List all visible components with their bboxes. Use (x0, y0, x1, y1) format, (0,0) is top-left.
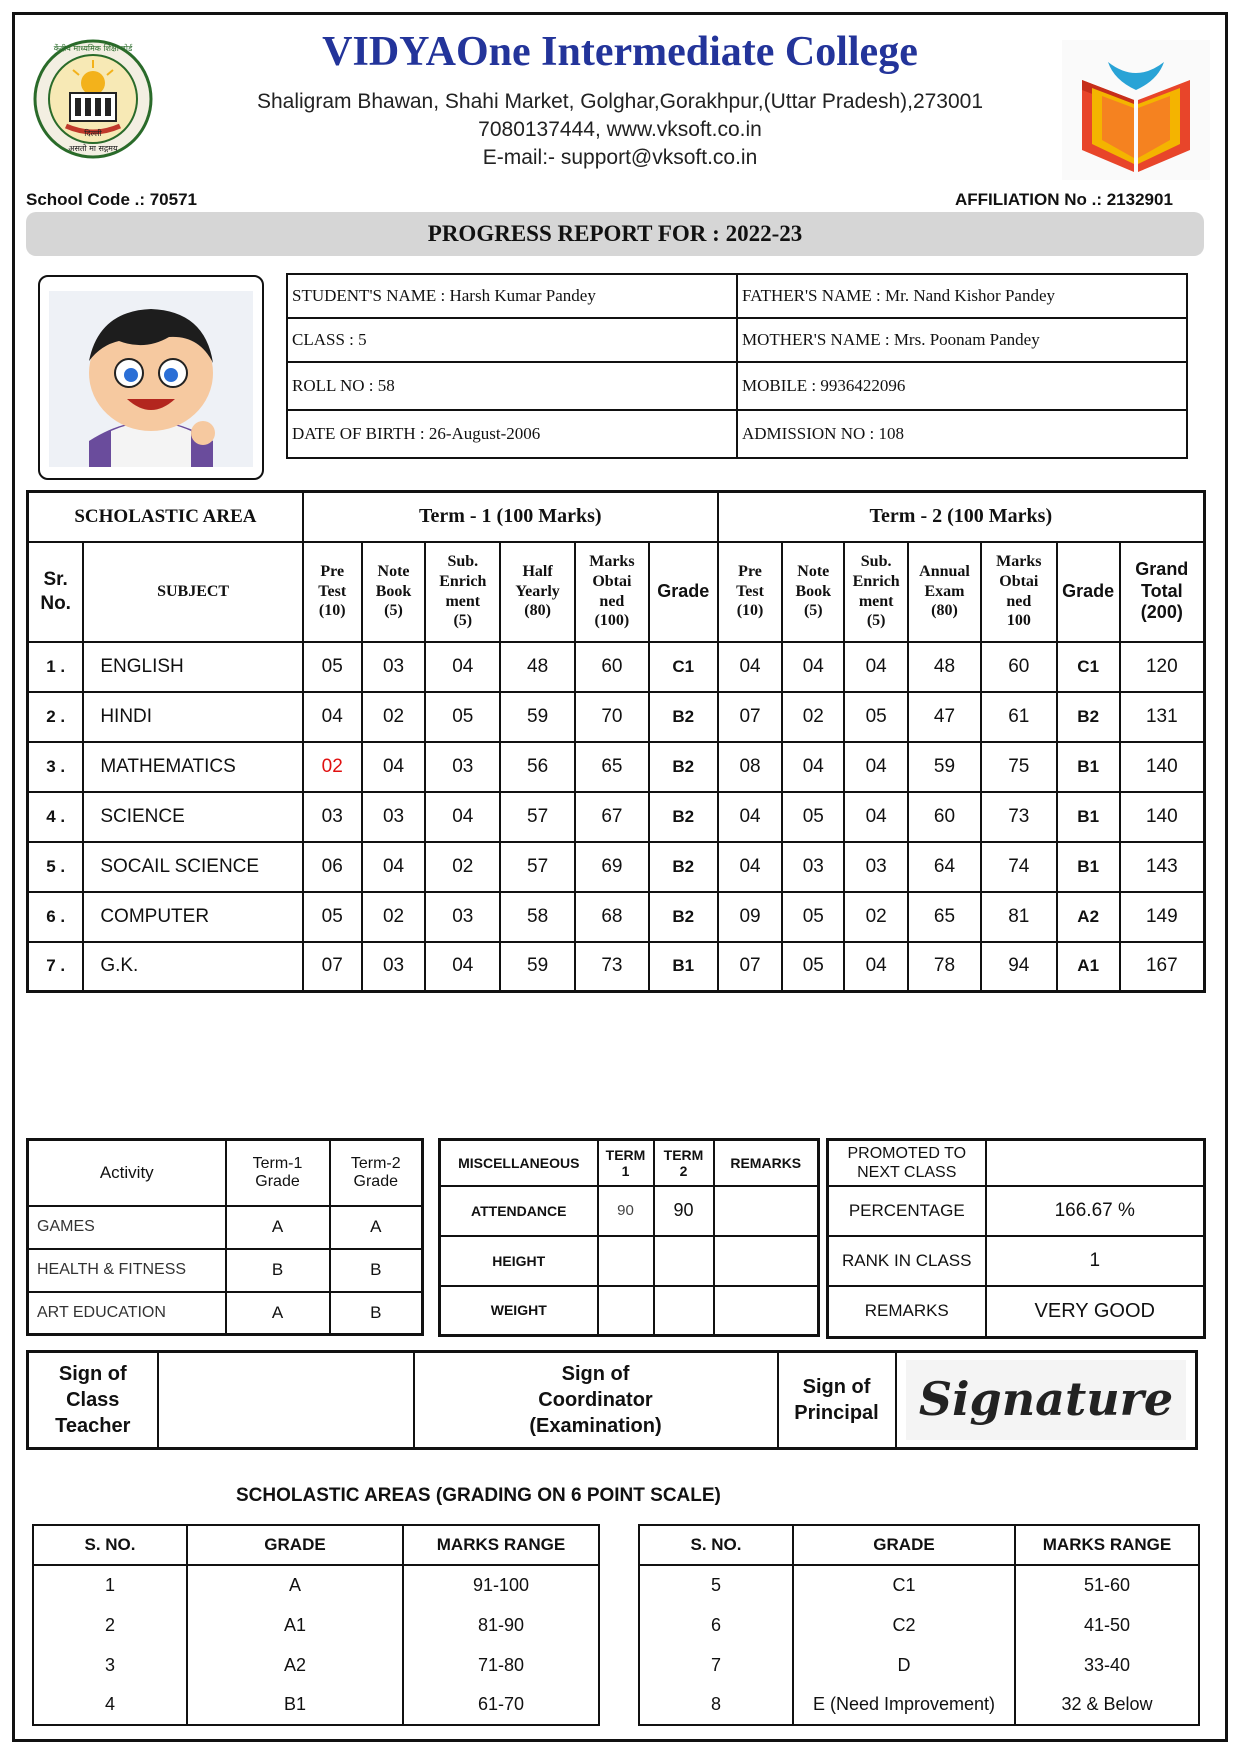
misc-header: MISCELLANEOUS (440, 1140, 598, 1186)
term2-mark: 07 (718, 942, 783, 992)
term1-mark: 05 (303, 892, 362, 942)
rank-value: 1 (986, 1236, 1205, 1286)
grade-letter: B1 (187, 1685, 403, 1725)
subject-sr-no: 5 . (28, 842, 84, 892)
term2-mark: 04 (782, 642, 844, 692)
term1-mark: 05 (425, 692, 500, 742)
term1-mark: 04 (425, 942, 500, 992)
grade-sno: 8 (710, 1694, 721, 1714)
school-contact: 7080137444, www.vksoft.co.in (478, 118, 762, 141)
term2-mark: 05 (782, 942, 844, 992)
term1-mark: 67 (575, 792, 649, 842)
student-photo-frame (38, 275, 264, 480)
subject-row (28, 692, 1205, 742)
term1-mark: 04 (362, 842, 426, 892)
grade-letter: D (793, 1645, 1015, 1685)
principal-signature-box (896, 1352, 1197, 1449)
activity-term2-grade: B (330, 1249, 423, 1292)
grade-row (639, 1565, 1199, 1605)
school-code: School Code .: 70571 (26, 190, 197, 209)
seal-text-city: दिल्ली (84, 129, 102, 138)
term1-mark: 05 (303, 642, 362, 692)
activity-term2-grade: A (330, 1206, 423, 1249)
subject-sr-no: 1 . (28, 642, 84, 692)
misc-term1-value (598, 1236, 654, 1286)
grand-total: 149 (1120, 892, 1205, 942)
subject-name: COMPUTER (83, 892, 303, 942)
signature-table (26, 1350, 1198, 1450)
term1-grade: B2 (649, 692, 718, 742)
school-address: Shaligram Bhawan, Shahi Market, Golghar,Gorakhpur,(Uttar Pradesh),273001 (256, 90, 984, 113)
percentage-value: 166.67 % (986, 1186, 1205, 1236)
misc-remarks-header: REMARKS (714, 1140, 819, 1186)
grade-range-header: MARKS RANGE (403, 1525, 599, 1565)
grade-range: 51-60 (1015, 1565, 1199, 1605)
term2-mark: 65 (908, 892, 981, 942)
grade-range: 81-90 (403, 1605, 599, 1645)
promoted-value (986, 1140, 1205, 1186)
grade-range: 61-70 (403, 1685, 599, 1725)
term2-mark: 64 (908, 842, 981, 892)
term1-col-header: Sub. Enrich ment (5) (425, 542, 500, 642)
grand-total-header: Grand Total (200) (1120, 542, 1205, 642)
mother-name: MOTHER'S NAME : Mrs. Poonam Pandey (737, 318, 1187, 362)
term2-grade: B1 (1057, 742, 1120, 792)
term1-mark: 04 (425, 642, 500, 692)
grade-sno: 1 (104, 1575, 115, 1595)
misc-term2-value: 90 (654, 1186, 714, 1236)
term2-mark: 02 (844, 892, 908, 942)
grade-range: 41-50 (1015, 1605, 1199, 1645)
grade-range: 91-100 (403, 1565, 599, 1605)
term1-mark: 04 (303, 692, 362, 742)
scholastic-area-header: SCHOLASTIC AREA (28, 492, 303, 542)
term2-col-header: Pre Test (10) (718, 542, 783, 642)
grade-grade-header: GRADE (793, 1525, 1015, 1565)
rank-label: RANK IN CLASS (828, 1236, 986, 1286)
grade-grade-header: GRADE (187, 1525, 403, 1565)
school-email: E-mail:- support@vksoft.co.in (482, 146, 758, 169)
term2-mark: 09 (718, 892, 783, 942)
grading-table-right (638, 1524, 1200, 1726)
term2-mark: 04 (718, 642, 783, 692)
subject-sr-no: 2 . (28, 692, 84, 742)
grade-range: 33-40 (1015, 1645, 1199, 1685)
term2-mark: 78 (908, 942, 981, 992)
activity-row (28, 1292, 423, 1335)
term1-mark: 02 (425, 842, 500, 892)
term1-col-header: Pre Test (10) (303, 542, 362, 642)
term2-mark: 75 (981, 742, 1057, 792)
grade-sno: 3 (104, 1654, 115, 1675)
term1-mark: 58 (500, 892, 575, 942)
report-title: PROGRESS REPORT FOR : 2022-23 (26, 212, 1204, 256)
activity-header: Activity (28, 1140, 226, 1206)
activity-term1-grade: B (226, 1249, 330, 1292)
father-name: FATHER'S NAME : Mr. Nand Kishor Pandey (737, 274, 1187, 318)
result-table (826, 1138, 1206, 1339)
roll-number: ROLL NO : 58 (287, 362, 737, 410)
subject-header: SUBJECT (83, 542, 303, 642)
term2-mark: 03 (782, 842, 844, 892)
misc-term1-value (598, 1286, 654, 1336)
term1-col-header: Note Book (5) (362, 542, 426, 642)
admission-number: ADMISSION NO : 108 (737, 410, 1187, 458)
grading-scale-title: SCHOLASTIC AREAS (GRADING ON 6 POINT SCALE) (236, 1485, 721, 1506)
subject-row (28, 742, 1205, 792)
grand-total: 140 (1120, 742, 1205, 792)
student-class: CLASS : 5 (287, 318, 737, 362)
activity-row (28, 1206, 423, 1249)
term1-mark: 60 (575, 642, 649, 692)
term1-mark: 68 (575, 892, 649, 942)
term2-grade: B1 (1057, 842, 1120, 892)
term2-mark: 04 (844, 742, 908, 792)
term2-mark: 04 (844, 642, 908, 692)
misc-row (440, 1186, 819, 1236)
student-name: STUDENT'S NAME : Harsh Kumar Pandey (287, 274, 737, 318)
term2-header: Term - 2 (100 Marks) (718, 492, 1205, 542)
term1-col-header: Marks Obtai ned (100) (575, 542, 649, 642)
misc-term2-value (654, 1236, 714, 1286)
term2-grade: B1 (1057, 792, 1120, 842)
misc-remarks (714, 1286, 819, 1336)
grade-row (33, 1565, 599, 1605)
term2-mark: 60 (981, 642, 1057, 692)
grade-row (639, 1645, 1199, 1685)
grade-range: 71-80 (403, 1645, 599, 1685)
misc-name: HEIGHT (440, 1236, 598, 1286)
term1-grade: C1 (649, 642, 718, 692)
subject-sr-no: 6 . (28, 892, 84, 942)
misc-term1-header: TERM 1 (598, 1140, 654, 1186)
remarks-value: VERY GOOD (986, 1286, 1205, 1338)
grand-total: 140 (1120, 792, 1205, 842)
term1-grade: B2 (649, 792, 718, 842)
grade-sno: 2 (104, 1614, 115, 1635)
seal-text-bottom: असतो मा सद्गमय (68, 144, 118, 153)
grade-sno: 7 (710, 1654, 721, 1675)
term2-mark: 73 (981, 792, 1057, 842)
term2-col-header: Marks Obtai ned 100 (981, 542, 1057, 642)
term1-mark: 03 (425, 742, 500, 792)
school-name: VIDYAOne Intermediate College (322, 29, 918, 75)
signature-script: Signature (918, 1372, 1173, 1426)
grand-total: 143 (1120, 842, 1205, 892)
term2-grade-header: Grade (1057, 542, 1120, 642)
grade-sno: 6 (710, 1614, 721, 1635)
term1-mark: 56 (500, 742, 575, 792)
subject-row (28, 792, 1205, 842)
board-seal-logo (28, 38, 158, 160)
term1-grade: B2 (649, 842, 718, 892)
misc-term2-header: TERM 2 (654, 1140, 714, 1186)
misc-name: WEIGHT (440, 1286, 598, 1336)
student-avatar (49, 291, 253, 467)
miscellaneous-table (438, 1138, 820, 1337)
coordinator-sign-label: Sign of Coordinator (Examination) (414, 1352, 778, 1449)
misc-term1-value: 90 (598, 1186, 654, 1236)
marks-table (26, 490, 1206, 993)
term1-mark: 04 (362, 742, 426, 792)
term2-col-header: Note Book (5) (782, 542, 844, 642)
term2-mark: 05 (844, 692, 908, 742)
promoted-label: PROMOTED TO NEXT CLASS (828, 1140, 986, 1186)
term2-mark: 07 (718, 692, 783, 742)
class-teacher-sign-area (158, 1352, 414, 1449)
term1-mark: 03 (362, 792, 426, 842)
subject-row (28, 892, 1205, 942)
activity-name: HEALTH & FITNESS (28, 1249, 226, 1292)
subject-row (28, 642, 1205, 692)
activity-term1-header: Term-1 Grade (226, 1140, 330, 1206)
misc-row (440, 1236, 819, 1286)
seal-text-top: केंद्रीय माध्यमिक शिक्षा बोर्ड (53, 44, 133, 53)
grade-row (639, 1685, 1199, 1725)
subject-name: SOCAIL SCIENCE (83, 842, 303, 892)
term1-mark: 57 (500, 842, 575, 892)
grand-total: 120 (1120, 642, 1205, 692)
term1-grade: B2 (649, 742, 718, 792)
subject-sr-no: 3 . (28, 742, 84, 792)
term1-mark: 48 (500, 642, 575, 692)
activity-table (26, 1138, 424, 1336)
grade-letter: A1 (187, 1605, 403, 1645)
grand-total: 131 (1120, 692, 1205, 742)
term2-mark: 81 (981, 892, 1057, 942)
term2-grade: C1 (1057, 642, 1120, 692)
term1-mark: 02 (362, 692, 426, 742)
term2-mark: 94 (981, 942, 1057, 992)
grade-letter: A2 (187, 1645, 403, 1685)
percentage-label: PERCENTAGE (828, 1186, 986, 1236)
misc-remarks (714, 1186, 819, 1236)
principal-signature (906, 1360, 1186, 1440)
subject-name: SCIENCE (83, 792, 303, 842)
term1-mark: 03 (362, 642, 426, 692)
term2-mark: 60 (908, 792, 981, 842)
term1-mark: 65 (575, 742, 649, 792)
activity-term2-header: Term-2 Grade (330, 1140, 423, 1206)
term2-mark: 02 (782, 692, 844, 742)
term2-col-header: Annual Exam (80) (908, 542, 981, 642)
activity-term2-grade: B (330, 1292, 423, 1335)
term1-mark: 59 (500, 692, 575, 742)
grade-range-header: MARKS RANGE (1015, 1525, 1199, 1565)
grade-sno-header: S. NO. (639, 1525, 793, 1565)
term1-mark: 59 (500, 942, 575, 992)
misc-remarks (714, 1236, 819, 1286)
term2-mark: 74 (981, 842, 1057, 892)
term1-mark: 07 (303, 942, 362, 992)
term2-col-header: Sub. Enrich ment (5) (844, 542, 908, 642)
grade-sno: 4 (104, 1694, 115, 1714)
student-info-table (286, 273, 1188, 459)
grade-row (33, 1645, 599, 1685)
activity-term1-grade: A (226, 1206, 330, 1249)
grade-row (639, 1605, 1199, 1645)
grade-letter: C2 (793, 1605, 1015, 1645)
term1-mark: 03 (425, 892, 500, 942)
term2-mark: 05 (782, 892, 844, 942)
grade-letter: C1 (793, 1565, 1015, 1605)
subject-sr-no: 4 . (28, 792, 84, 842)
grade-letter: A (187, 1565, 403, 1605)
term2-mark: 47 (908, 692, 981, 742)
subject-name: G.K. (83, 942, 303, 992)
term2-mark: 48 (908, 642, 981, 692)
term2-mark: 05 (782, 792, 844, 842)
activity-name: GAMES (28, 1206, 226, 1249)
subject-name: HINDI (83, 692, 303, 742)
principal-sign-label: Sign of Principal (778, 1352, 896, 1449)
grade-row (33, 1685, 599, 1725)
term1-grade: B2 (649, 892, 718, 942)
term2-mark: 61 (981, 692, 1057, 742)
grade-sno-header: S. NO. (33, 1525, 187, 1565)
sr-no-header: Sr. No. (28, 542, 84, 642)
term1-mark: 57 (500, 792, 575, 842)
term1-mark: 69 (575, 842, 649, 892)
grading-table-left (32, 1524, 600, 1726)
activity-row (28, 1249, 423, 1292)
grade-row (33, 1605, 599, 1645)
term1-grade-header: Grade (649, 542, 718, 642)
subject-row (28, 842, 1205, 892)
term1-mark: 73 (575, 942, 649, 992)
term2-grade: A2 (1057, 892, 1120, 942)
term2-mark: 04 (782, 742, 844, 792)
term1-mark: 02 (362, 892, 426, 942)
term2-mark: 08 (718, 742, 783, 792)
term1-mark: 04 (425, 792, 500, 842)
term1-mark: 06 (303, 842, 362, 892)
misc-row (440, 1286, 819, 1336)
book-logo (1062, 40, 1210, 180)
grand-total: 167 (1120, 942, 1205, 992)
grade-range: 32 & Below (1015, 1685, 1199, 1725)
class-teacher-sign-label: Sign of Class Teacher (28, 1352, 158, 1449)
misc-name: ATTENDANCE (440, 1186, 598, 1236)
subject-name: ENGLISH (83, 642, 303, 692)
term2-mark: 04 (718, 842, 783, 892)
term1-grade: B1 (649, 942, 718, 992)
term1-col-header: Half Yearly (80) (500, 542, 575, 642)
term1-mark: 02 (303, 742, 362, 792)
term1-mark: 03 (362, 942, 426, 992)
term1-mark: 03 (303, 792, 362, 842)
subject-name: MATHEMATICS (83, 742, 303, 792)
term2-mark: 04 (718, 792, 783, 842)
affiliation-number: AFFILIATION No .: 2132901 (955, 190, 1173, 209)
term2-mark: 04 (844, 942, 908, 992)
term1-header: Term - 1 (100 Marks) (303, 492, 718, 542)
misc-term2-value (654, 1286, 714, 1336)
term1-mark: 70 (575, 692, 649, 742)
remarks-label: REMARKS (828, 1286, 986, 1338)
subject-sr-no: 7 . (28, 942, 84, 992)
term2-mark: 04 (844, 792, 908, 842)
activity-name: ART EDUCATION (28, 1292, 226, 1335)
term2-grade: A1 (1057, 942, 1120, 992)
grade-letter: E (Need Improvement) (793, 1685, 1015, 1725)
term2-mark: 59 (908, 742, 981, 792)
grade-sno: 5 (710, 1575, 721, 1595)
date-of-birth: DATE OF BIRTH : 26-August-2006 (287, 410, 737, 458)
term2-mark: 03 (844, 842, 908, 892)
mobile-number: MOBILE : 9936422096 (737, 362, 1187, 410)
term2-grade: B2 (1057, 692, 1120, 742)
subject-row (28, 942, 1205, 992)
activity-term1-grade: A (226, 1292, 330, 1335)
